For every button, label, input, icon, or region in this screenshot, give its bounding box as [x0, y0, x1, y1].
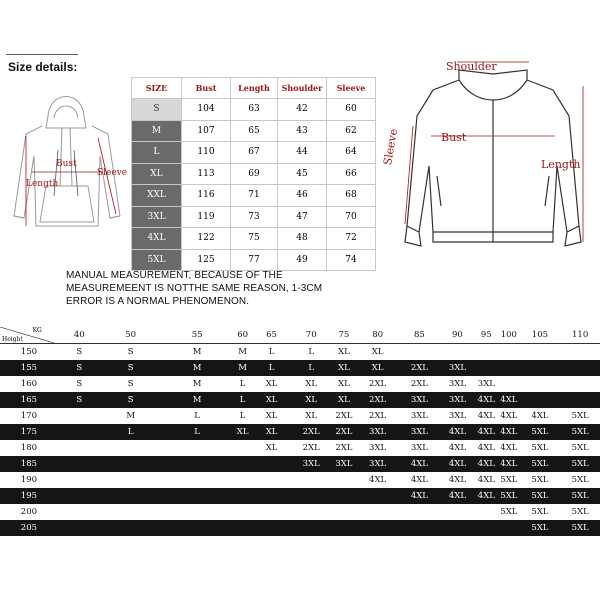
- size-cell: 4XL: [475, 440, 499, 456]
- size-cell: [101, 472, 161, 488]
- size-cell: [331, 488, 357, 504]
- size-cell: [520, 344, 561, 361]
- size-cell: M: [161, 344, 234, 361]
- size-cell: 4XL: [132, 228, 182, 250]
- size-cell: 3XL: [399, 440, 441, 456]
- bust-cell: 116: [182, 185, 231, 207]
- shoulder-cell: 49: [278, 249, 327, 271]
- size-cell: S: [101, 360, 161, 376]
- size-cell: S: [101, 344, 161, 361]
- size-cell: L: [101, 424, 161, 440]
- length-cell: 75: [231, 228, 278, 250]
- hoodie-length-label: Length: [26, 179, 59, 189]
- size-cell: L: [234, 376, 252, 392]
- size-cell: 4XL: [440, 472, 474, 488]
- sleeve-cell: 64: [327, 142, 376, 164]
- height-cell: 165: [0, 392, 58, 408]
- size-cell: [399, 520, 441, 536]
- size-cell: [399, 344, 441, 361]
- size-cell: XL: [234, 424, 252, 440]
- size-cell: [498, 360, 519, 376]
- weight-header-cell: 80: [357, 327, 399, 344]
- size-cell: 4XL: [498, 392, 519, 408]
- weight-header-cell: 100: [498, 327, 519, 344]
- size-cell: 4XL: [475, 488, 499, 504]
- size-cell: 2XL: [331, 424, 357, 440]
- size-cell: [101, 456, 161, 472]
- weight-header-cell: 65: [252, 327, 292, 344]
- table-row: [132, 120, 376, 142]
- size-cell: [498, 520, 519, 536]
- size-cell: L: [252, 360, 292, 376]
- jacket-outline-icon: [393, 56, 593, 256]
- size-cell: [291, 488, 331, 504]
- height-cell: 150: [0, 344, 58, 361]
- size-cell: 2XL: [331, 440, 357, 456]
- height-cell: 160: [0, 376, 58, 392]
- size-cell: S: [58, 392, 101, 408]
- length-cell: 77: [231, 249, 278, 271]
- size-cell: 2XL: [357, 408, 399, 424]
- size-cell: [440, 504, 474, 520]
- size-cell: XL: [252, 424, 292, 440]
- table-row: [132, 142, 376, 164]
- corner-kg-label: KG: [32, 327, 42, 334]
- size-cell: 5XL: [498, 488, 519, 504]
- size-cell: L: [132, 142, 182, 164]
- size-cell: 3XL: [475, 376, 499, 392]
- size-cell: [58, 408, 101, 424]
- size-cell: 3XL: [399, 424, 441, 440]
- size-cell: [58, 424, 101, 440]
- size-cell: 5XL: [520, 472, 561, 488]
- size-cell: XL: [357, 360, 399, 376]
- size-cell: 3XL: [132, 206, 182, 228]
- table-row: [132, 206, 376, 228]
- size-cell: M: [161, 376, 234, 392]
- size-cell: XXL: [132, 185, 182, 207]
- size-cell: M: [101, 408, 161, 424]
- weight-header-cell: 85: [399, 327, 441, 344]
- shoulder-cell: 48: [278, 228, 327, 250]
- size-cell: [252, 504, 292, 520]
- weight-header-cell: 55: [161, 327, 234, 344]
- weight-header-cell: 75: [331, 327, 357, 344]
- table-row: [0, 392, 600, 408]
- size-cell: [161, 520, 234, 536]
- jacket-sketch: [381, 56, 593, 256]
- size-cell: 5XL: [520, 424, 561, 440]
- height-cell: 185: [0, 456, 58, 472]
- size-cell: 4XL: [498, 424, 519, 440]
- size-cell: 4XL: [399, 472, 441, 488]
- shoulder-cell: 43: [278, 120, 327, 142]
- size-cell: XL: [252, 376, 292, 392]
- size-cell: S: [132, 99, 182, 121]
- size-cell: XL: [357, 344, 399, 361]
- sleeve-cell: 68: [327, 185, 376, 207]
- size-cell: [58, 472, 101, 488]
- size-cell: [520, 360, 561, 376]
- size-cell: XL: [331, 360, 357, 376]
- size-cell: 5XL: [560, 520, 600, 536]
- size-cell: 3XL: [440, 408, 474, 424]
- size-cell: M: [161, 360, 234, 376]
- size-cell: 5XL: [560, 424, 600, 440]
- weight-header-cell: 110: [560, 327, 600, 344]
- bust-cell: 110: [182, 142, 231, 164]
- size-cell: 4XL: [475, 392, 499, 408]
- size-cell: [357, 488, 399, 504]
- header-length: Length: [231, 78, 278, 99]
- height-cell: 200: [0, 504, 58, 520]
- weight-header-cell: 90: [440, 327, 474, 344]
- sleeve-cell: 62: [327, 120, 376, 142]
- size-cell: 3XL: [291, 456, 331, 472]
- size-cell: XL: [252, 392, 292, 408]
- size-cell: XL: [291, 376, 331, 392]
- weight-header-cell: 70: [291, 327, 331, 344]
- size-cell: [291, 520, 331, 536]
- weight-header-cell: 95: [475, 327, 499, 344]
- table-row: [0, 376, 600, 392]
- height-cell: 190: [0, 472, 58, 488]
- title-underline: [6, 54, 78, 55]
- size-cell: XL: [252, 408, 292, 424]
- size-cell: [475, 360, 499, 376]
- size-cell: L: [234, 392, 252, 408]
- size-cell: M: [132, 120, 182, 142]
- size-cell: 3XL: [331, 456, 357, 472]
- jacket-bust-label: Bust: [441, 131, 467, 144]
- size-cell: [560, 360, 600, 376]
- size-cell: [234, 440, 252, 456]
- shoulder-cell: 46: [278, 185, 327, 207]
- size-cell: XL: [291, 392, 331, 408]
- height-cell: 170: [0, 408, 58, 424]
- length-cell: 63: [231, 99, 278, 121]
- corner-cell: [0, 327, 58, 344]
- size-cell: 2XL: [357, 376, 399, 392]
- corner-height-label: Height: [2, 336, 23, 343]
- size-cell: [58, 504, 101, 520]
- header-shoulder: Shoulder: [278, 78, 327, 99]
- size-cell: [234, 456, 252, 472]
- size-cell: 4XL: [498, 440, 519, 456]
- size-cell: S: [58, 360, 101, 376]
- size-cell: XL: [291, 408, 331, 424]
- size-cell: L: [291, 360, 331, 376]
- size-cell: S: [101, 392, 161, 408]
- size-cell: 4XL: [475, 424, 499, 440]
- size-cell: [520, 376, 561, 392]
- table-row: [132, 163, 376, 185]
- size-table-header: [132, 78, 376, 99]
- shoulder-cell: 44: [278, 142, 327, 164]
- size-cell: [475, 504, 499, 520]
- weight-header-cell: 60: [234, 327, 252, 344]
- table-row: [0, 408, 600, 424]
- size-cell: XL: [252, 440, 292, 456]
- size-cell: 5XL: [498, 472, 519, 488]
- size-cell: [440, 520, 474, 536]
- size-cell: [560, 392, 600, 408]
- size-cell: [475, 344, 499, 361]
- size-cell: [58, 520, 101, 536]
- size-cell: [252, 472, 292, 488]
- size-cell: [399, 504, 441, 520]
- header-sleeve: Sleeve: [327, 78, 376, 99]
- size-cell: L: [234, 408, 252, 424]
- size-cell: [475, 520, 499, 536]
- size-cell: [331, 504, 357, 520]
- size-cell: [234, 520, 252, 536]
- size-cell: 5XL: [560, 440, 600, 456]
- bust-cell: 119: [182, 206, 231, 228]
- size-cell: [252, 520, 292, 536]
- size-cell: [357, 504, 399, 520]
- size-cell: 2XL: [399, 360, 441, 376]
- size-cell: [440, 344, 474, 361]
- size-cell: 2XL: [291, 424, 331, 440]
- size-cell: [560, 344, 600, 361]
- jacket-sleeve-label: Sleeve: [381, 127, 401, 167]
- size-cell: 2XL: [331, 408, 357, 424]
- bust-cell: 122: [182, 228, 231, 250]
- length-cell: 69: [231, 163, 278, 185]
- size-cell: [291, 504, 331, 520]
- size-cell: S: [58, 376, 101, 392]
- size-cell: S: [101, 376, 161, 392]
- size-cell: 4XL: [399, 456, 441, 472]
- jacket-shoulder-label: Shoulder: [446, 60, 497, 73]
- size-cell: [520, 392, 561, 408]
- size-cell: [498, 376, 519, 392]
- size-cell: [252, 456, 292, 472]
- length-cell: 73: [231, 206, 278, 228]
- table-row: [0, 472, 600, 488]
- size-cell: M: [234, 360, 252, 376]
- shoulder-cell: 45: [278, 163, 327, 185]
- size-cell: 4XL: [399, 488, 441, 504]
- size-cell: [101, 520, 161, 536]
- hoodie-sketch: [6, 76, 126, 256]
- table-row: [0, 360, 600, 376]
- table-row: [0, 344, 600, 361]
- size-cell: [234, 504, 252, 520]
- size-cell: 4XL: [440, 440, 474, 456]
- size-cell: 3XL: [440, 392, 474, 408]
- sleeve-cell: 66: [327, 163, 376, 185]
- table-row: [132, 228, 376, 250]
- size-cell: 2XL: [291, 440, 331, 456]
- size-cell: 4XL: [440, 456, 474, 472]
- size-cell: 5XL: [520, 488, 561, 504]
- sleeve-cell: 72: [327, 228, 376, 250]
- size-cell: [161, 440, 234, 456]
- size-cell: 5XL: [560, 472, 600, 488]
- size-cell: 2XL: [357, 392, 399, 408]
- weight-header-cell: 40: [58, 327, 101, 344]
- size-cell: 2XL: [399, 376, 441, 392]
- length-cell: 67: [231, 142, 278, 164]
- size-cell: [101, 504, 161, 520]
- size-cell: L: [252, 344, 292, 361]
- sleeve-cell: 60: [327, 99, 376, 121]
- length-cell: 65: [231, 120, 278, 142]
- size-cell: L: [291, 344, 331, 361]
- table-row: [0, 440, 600, 456]
- weight-header-cell: 105: [520, 327, 561, 344]
- size-cell: 4XL: [498, 456, 519, 472]
- sleeve-cell: 74: [327, 249, 376, 271]
- height-cell: 180: [0, 440, 58, 456]
- size-cell: 4XL: [520, 408, 561, 424]
- header-size: SIZE: [132, 78, 182, 99]
- size-cell: 3XL: [357, 440, 399, 456]
- height-cell: 205: [0, 520, 58, 536]
- height-cell: 155: [0, 360, 58, 376]
- size-cell: S: [58, 344, 101, 361]
- size-table: [131, 77, 376, 271]
- size-cell: L: [161, 424, 234, 440]
- size-cell: [252, 488, 292, 504]
- shoulder-cell: 47: [278, 206, 327, 228]
- size-cell: M: [161, 392, 234, 408]
- size-cell: 4XL: [475, 408, 499, 424]
- size-cell: [58, 488, 101, 504]
- size-cell: [161, 472, 234, 488]
- size-cell: [331, 520, 357, 536]
- size-cell: 4XL: [440, 424, 474, 440]
- size-cell: 3XL: [399, 392, 441, 408]
- table-row: [0, 456, 600, 472]
- size-cell: [331, 472, 357, 488]
- size-cell: 4XL: [440, 488, 474, 504]
- size-cell: 3XL: [440, 360, 474, 376]
- size-cell: [58, 456, 101, 472]
- size-cell: 4XL: [475, 472, 499, 488]
- sleeve-cell: 70: [327, 206, 376, 228]
- header-bust: Bust: [182, 78, 231, 99]
- size-cell: XL: [331, 344, 357, 361]
- hoodie-bust-label: Bust: [56, 159, 77, 169]
- size-cell: [161, 456, 234, 472]
- size-cell: 3XL: [399, 408, 441, 424]
- size-cell: XL: [132, 163, 182, 185]
- height-cell: 195: [0, 488, 58, 504]
- size-cell: 5XL: [520, 440, 561, 456]
- table-row: [0, 520, 600, 536]
- size-cell: 5XL: [132, 249, 182, 271]
- measurement-note: MANUAL MEASUREMENT, BECAUSE OF THE MEASUREMEENT IS NOTTHE SAME REASON, 1-3CM ERROR IS A NORMAL PHENOMENON.: [66, 270, 323, 307]
- size-cell: [560, 376, 600, 392]
- bust-cell: 107: [182, 120, 231, 142]
- size-cell: 5XL: [560, 488, 600, 504]
- shoulder-cell: 42: [278, 99, 327, 121]
- size-cell: 5XL: [560, 504, 600, 520]
- size-cell: 4XL: [357, 472, 399, 488]
- size-cell: [357, 520, 399, 536]
- jacket-length-label: Length: [541, 158, 581, 171]
- size-cell: 3XL: [440, 376, 474, 392]
- size-details-title: Size details:: [8, 60, 78, 74]
- table-row: [132, 249, 376, 271]
- bust-cell: 104: [182, 99, 231, 121]
- size-cell: [101, 440, 161, 456]
- size-cell: [234, 472, 252, 488]
- size-cell: 4XL: [475, 456, 499, 472]
- size-cell: L: [161, 408, 234, 424]
- table-row: [0, 504, 600, 520]
- table-row: [0, 424, 600, 440]
- bust-cell: 113: [182, 163, 231, 185]
- size-cell: 5XL: [560, 408, 600, 424]
- weight-height-table: [0, 327, 600, 536]
- weight-header-row: [0, 327, 600, 344]
- size-cell: 4XL: [498, 408, 519, 424]
- size-cell: 3XL: [357, 424, 399, 440]
- bust-cell: 125: [182, 249, 231, 271]
- size-cell: [161, 504, 234, 520]
- size-cell: XL: [331, 376, 357, 392]
- length-cell: 71: [231, 185, 278, 207]
- table-row: [132, 185, 376, 207]
- weight-header-cell: 50: [101, 327, 161, 344]
- table-row: [132, 99, 376, 121]
- height-cell: 175: [0, 424, 58, 440]
- size-cell: [161, 488, 234, 504]
- size-cell: [101, 488, 161, 504]
- size-cell: 5XL: [520, 520, 561, 536]
- size-cell: 5XL: [520, 456, 561, 472]
- size-cell: 5XL: [560, 456, 600, 472]
- hoodie-sleeve-label: Sleeve: [97, 168, 128, 178]
- size-cell: M: [234, 344, 252, 361]
- size-cell: 3XL: [357, 456, 399, 472]
- size-cell: 5XL: [498, 504, 519, 520]
- size-cell: XL: [331, 392, 357, 408]
- size-cell: [234, 488, 252, 504]
- size-cell: 5XL: [520, 504, 561, 520]
- size-cell: [291, 472, 331, 488]
- size-cell: [498, 344, 519, 361]
- table-row: [0, 488, 600, 504]
- size-cell: [58, 440, 101, 456]
